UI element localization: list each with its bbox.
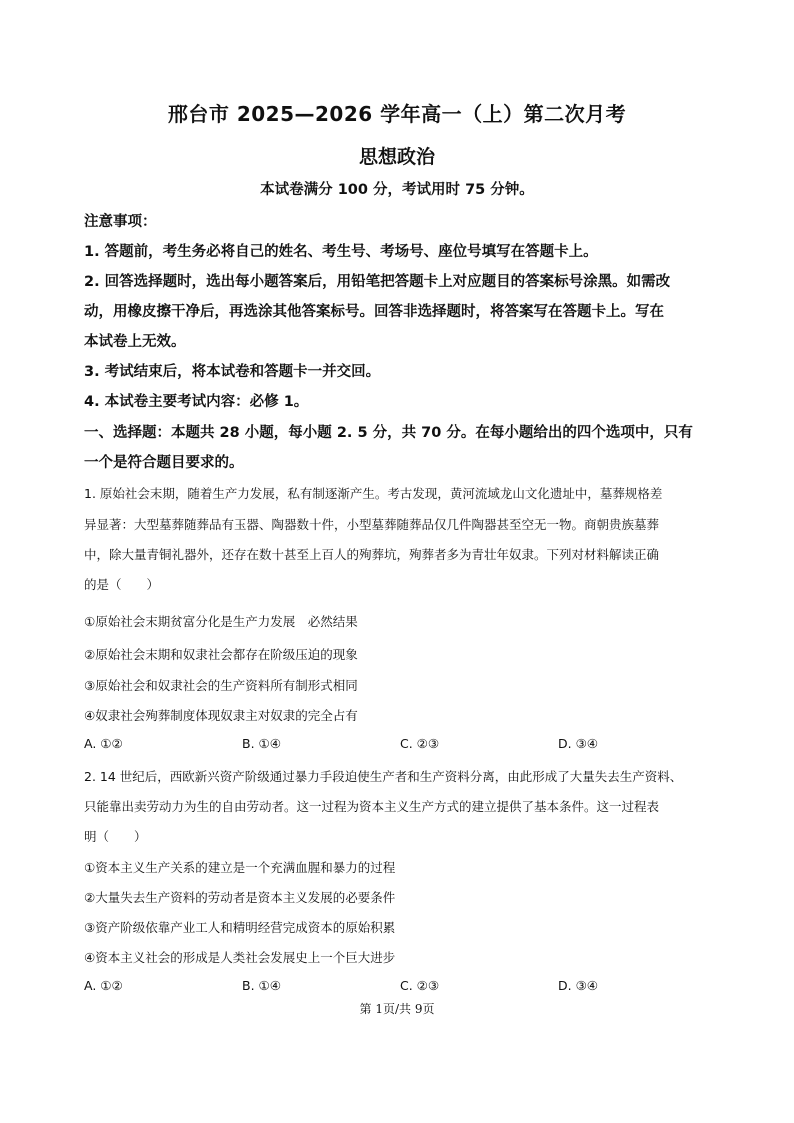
q1-stem-line-2: 异显著：大型墓葬随葬品有玉器、陶器数十件，小型墓葬随葬品仅几件陶器甚至空无一物。商朝贵族墓葬 <box>84 517 660 532</box>
notice-item-2-line-2: 动，用橡皮擦干净后，再选涂其他答案标号。回答非选择题时，将答案写在答题卡上。写在 <box>84 304 664 320</box>
q2-option-b[interactable]: B. ①④ <box>242 978 281 993</box>
section-heading-line-1: 一、选择题：本题共 28 小题，每小题 2. 5 分，共 70 分。在每小题给出的四个选项中，只有 <box>84 425 693 441</box>
q1-option-d[interactable]: D. ③④ <box>558 736 598 751</box>
exam-title: 邢台市 2025—2026 学年高一（上）第二次月考 <box>167 102 627 126</box>
q2-stem-line-2: 只能靠出卖劳动力为生的自由劳动者。这一过程为资本主义生产方式的建立提供了基本条件。这一过程表 <box>84 799 660 814</box>
subject-title: 思想政治 <box>358 146 435 168</box>
q2-stem-line-3: 明（ ） <box>84 829 147 844</box>
q1-statement-3: ③原始社会和奴隶社会的生产资料所有制形式相同 <box>84 678 358 693</box>
score-line: 本试卷满分 100 分，考试用时 75 分钟。 <box>260 182 534 198</box>
q2-option-a[interactable]: A. ①② <box>84 978 123 993</box>
q2-statement-3: ③资产阶级依靠产业工人和精明经营完成资本的原始积累 <box>84 920 396 935</box>
q2-stem-line-1: 2. 14 世纪后，西欧新兴资产阶级通过暴力手段迫使生产者和生产资料分离，由此形成了大量失去生产资料、 <box>84 769 683 784</box>
q2-option-d[interactable]: D. ③④ <box>558 978 598 993</box>
section-heading-line-2: 一个是符合题目要求的。 <box>84 455 244 471</box>
q1-stem-line-3: 中，除大量青铜礼器外，还存在数十甚至上百人的殉葬坑，殉葬者多为青壮年奴隶。下列对材料解读正确 <box>84 547 660 562</box>
notice-item-1: 1. 答题前，考生务必将自己的姓名、考生号、考场号、座位号填写在答题卡上。 <box>84 244 598 260</box>
q1-statement-2: ②原始社会末期和奴隶社会都存在阶级压迫的现象 <box>84 647 358 662</box>
q1-option-c[interactable]: C. ②③ <box>400 736 440 751</box>
q1-statement-1: ①原始社会末期贫富分化是生产力发展 必然结果 <box>84 614 358 629</box>
notice-heading: 注意事项： <box>84 214 157 230</box>
q1-statement-4: ④奴隶社会殉葬制度体现奴隶主对奴隶的完全占有 <box>84 708 358 723</box>
q2-statement-2: ②大量失去生产资料的劳动者是资本主义发展的必要条件 <box>84 890 396 905</box>
q2-option-c[interactable]: C. ②③ <box>400 978 440 993</box>
q2-statement-4: ④资本主义社会的形成是人类社会发展史上一个巨大进步 <box>84 950 396 965</box>
q2-statement-1: ①资本主义生产关系的建立是一个充满血腥和暴力的过程 <box>84 860 396 875</box>
notice-item-4: 4. 本试卷主要考试内容：必修 1。 <box>84 394 309 410</box>
q1-stem-line-4: 的是（ ） <box>84 577 160 592</box>
notice-item-3: 3. 考试结束后，将本试卷和答题卡一并交回。 <box>84 364 381 380</box>
q1-option-a[interactable]: A. ①② <box>84 736 123 751</box>
notice-item-2-line-1: 2. 回答选择题时，选出每小题答案后，用铅笔把答题卡上对应题目的答案标号涂黑。如需改 <box>84 274 671 290</box>
q1-option-b[interactable]: B. ①④ <box>242 736 281 751</box>
q1-stem-line-1: 1. 原始社会末期，随着生产力发展，私有制逐渐产生。考古发现，黄河流域龙山文化遗址中，墓葬规格差 <box>84 486 663 501</box>
page-number: 第 1页/共 9页 <box>359 1002 435 1016</box>
notice-item-2-line-3: 本试卷上无效。 <box>84 334 186 350</box>
